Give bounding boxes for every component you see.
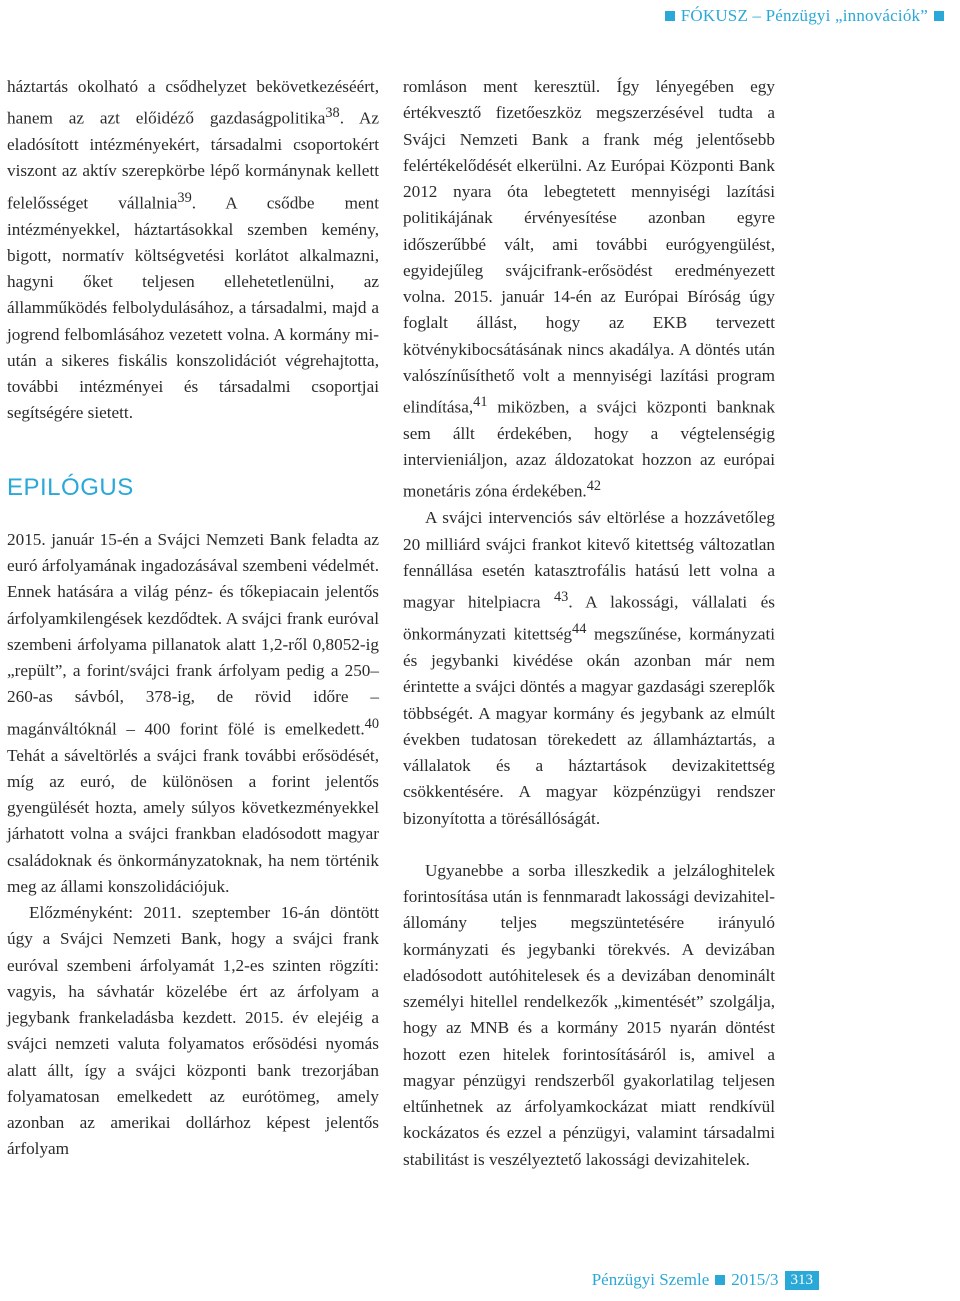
footnote-ref[interactable]: 38	[325, 105, 340, 122]
footnote-ref[interactable]: 40	[364, 715, 379, 732]
right-column	[403, 74, 775, 1173]
issue-number: 2015/3	[731, 1270, 779, 1289]
page-number: 313	[785, 1271, 820, 1290]
paragraph: romláson ment keresztül. Így lényegében egy értékvesztő fizetőeszköz megszerzésével tudta a Svájci Nemzeti Bank a frank még jelentősebb felértékelődését elkerülni. Az Európai Központi Bank 2012 nyara óta lebegtetett mennyiségi lazítási politikájának érvényesítése azonban egyre időszerűbbé vált, ami további eurógyengülést, egyidejűleg svájcifrank-erősödést eredményezett volna. 2015. január 14-én az Európai Bíróság úgy foglalt állást, hogy az EKB tervezett kötvénykibocsátásának nincs akadálya. A döntés után valószínűsíthető volt a mennyiségi lazítási program elindítása,$^{41}$ miközben, a svájci központi banknak sem állt érdekében, hogy a végtelenségig intervieniáljon, azaz áldozatokat hozzon az európai monetáris zóna érdekében.$^{42}$	[403, 77, 775, 502]
paragraph: háztartás okolható a csődhelyzet bekövetkezéséért, hanem az azt előidéző gazdaságpolitika$^{38}$. Az eladósított intézményekért, társadalmi csoportokért viszont az aktív szerepkörbe lépő kormánynak kellett felelősséget vállalnia$^{39}$. A csődbe ment intézményekkel, háztartásokkal szemben kemény, bigott, normatív költségvetési korlátot alkalmazni, hagyni őket teljesen ellehetetlenülni, az államműködés felbolydulásához, a társadalmi, majd a jogrend felbomlásához vezetett volna. A kormány miután a sikeres fiskális konszolidációt végrehajtotta, további intézményei és társadalmi csoportjai segítségére sietett.	[7, 77, 379, 423]
footnote-ref[interactable]: 44	[572, 621, 587, 638]
running-header	[665, 6, 944, 26]
footnote-ref[interactable]: 41	[473, 394, 488, 410]
page-footer	[592, 1270, 819, 1290]
paragraph: A svájci intervenciós sáv eltörlése a hozzávetőleg 20 milliárd svájci frankot kitevő kitettség változatlan fennállása esetén katasztrofális hatású lett volna a magyar hitelpiacra $^{43}$. A lakossági, vállalati és önkormányzati kitettség$^{44}$ megszűnése, kormányzati és jegybanki kivédése okán azonban már nem érintette a svájci döntés a magyar gazdasági szereplők többségét. A magyar kormány és jegybank az elmúlt években tudatosan törekedett az államháztartás, a vállalatok és a háztartások devizakitettség csökkentésére. A magyar közpénzügyi rendszer bizonyította a törésállóságát.	[403, 508, 775, 828]
paragraph: Ugyanebbe a sorba illeszkedik a jelzáloghitelek forintosítása után is fennmaradt lakossági devizahitel-állomány teljes megszüntetésére irányuló kormányzati és jegybanki törekvés. A devizában eladósodott autóhitelesek és a devizában denominált személyi hitellel rendelkezők „kimentését” szolgálja, hogy az MNB és a kormány 2015 nyarán döntést hozott ezen hitelek forintosításáról is, amivel a magyar pénzügyi rendszerből gyakorlatilag teljesen eltűnhetnek az árfolyamkockázat miatt rendkívül kockázatos és ezzel a pénzügyi, valamint társadalmi stabilitást is veszélyeztető lakossági devizahitelek.	[403, 860, 775, 1169]
square-bullet-icon	[715, 1275, 725, 1285]
footnote-ref[interactable]: 43	[554, 589, 569, 606]
square-bullet-icon	[934, 11, 944, 21]
footnote-ref[interactable]: 42	[586, 478, 602, 495]
section-heading: EPILÓGUS	[7, 473, 134, 501]
journal-name: Pénzügyi Szemle	[591, 1270, 710, 1289]
paragraph: Előzményként: 2011. szeptember 16-án döntött úgy a Svájci Nemzeti Bank, hogy a svájci frank euróval szembeni árfolyamát 1,2-es szinten rögzíti: vagyis, ha sávhatár közelébe ért az árfolyam a jegybank frankeladásba kezdett. 2015. év elejéig a svájci nemzeti valuta folyamatos erősödési nyomás alatt állt, így a svájci központi bank trezorjában folyamatosan emelkedett az eurótömeg, amely azonban az amerikai dollárhoz képest jelentős árfolyam	[7, 903, 379, 1159]
paragraph: 2015. január 15-én a Svájci Nemzeti Bank feladta az euró árfolyamának ingadozásával szembeni védelmét. Ennek hatására a világ pénz- és tőkepiacain jelentős árfolyamkilengések kezdődtek. A svájci frank euróval szembeni árfolyama pillanatok alatt 1,2-ről 0,8052-ig „repült”, a forint/svájci frank árfolyam pedig a 250–260-as sávból, 378-ig, de rövid időre – magánváltóknál – 400 forint fölé is emelkedett.$^{40}$ Tehát a sáveltörlés a svájci frank további erősödését, míg az euró, de különösen a forint jelentős gyengülését hozta, amely súlyos következményekkel járhatott volna a svájci frankban eladósodott magyar családoknak és önkormányzatoknak, ha nem történik meg az állami konszolidációjuk.	[7, 529, 379, 896]
footnote-ref[interactable]: 39	[177, 189, 192, 206]
square-bullet-icon	[665, 11, 675, 21]
header-title: FÓKUSZ – Pénzügyi „innovációk”	[680, 6, 928, 25]
left-column	[7, 74, 379, 1163]
